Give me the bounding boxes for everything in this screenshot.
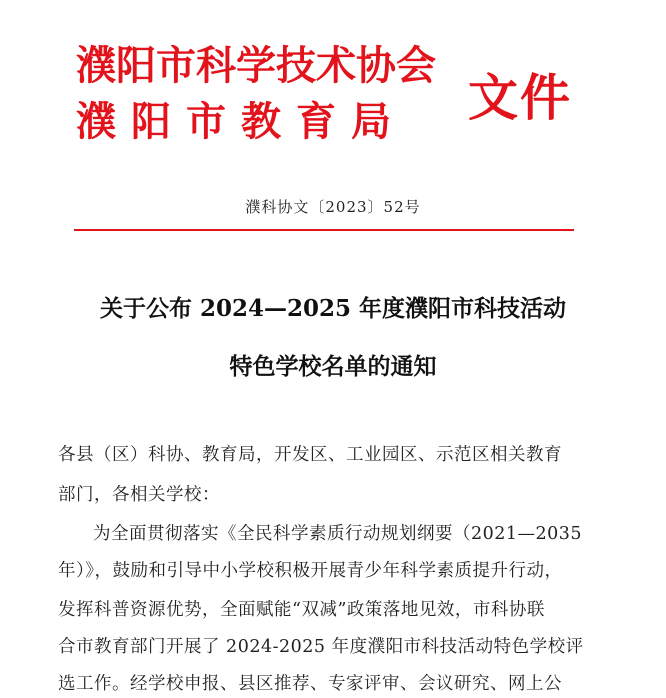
document-number: 濮科协文〔2023〕52号	[245, 198, 421, 216]
document-word: 文件	[468, 69, 572, 127]
body-text-line: 为全面贯彻落实《全民科学素质行动规划纲要（2021—2035	[93, 524, 583, 544]
body-text-line: 部门，各相关学校：	[58, 485, 220, 505]
body-text-line: 合市教育部门开展了 2024-2025 年度濮阳市科技活动特色学校评	[58, 637, 584, 657]
red-divider-line	[74, 229, 574, 231]
body-text-line: 年）》，鼓励和引导中小学校积极开展青少年科学素质提升行动，	[58, 561, 563, 581]
body-text-line: 发挥科普资源优势，全面赋能“双减”政策落地见效，市科协联	[58, 600, 545, 620]
body-text-line: 选工作。经学校申报、县区推荐、专家评审、会议研究、网上公	[58, 674, 562, 694]
document-masthead	[76, 40, 596, 160]
issuer-name-science-association: 濮阳市科学技术协会	[76, 43, 436, 89]
document-title-line-2: 特色学校名单的通知	[229, 353, 437, 380]
body-text-line: 各县（区）科协、教育局，开发区、工业园区、示范区相关教育	[58, 445, 562, 465]
document-title-line-1: 关于公布 2024—2025 年度濮阳市科技活动	[99, 295, 567, 322]
issuer-name-education-bureau: 濮阳市教育局	[76, 99, 406, 145]
